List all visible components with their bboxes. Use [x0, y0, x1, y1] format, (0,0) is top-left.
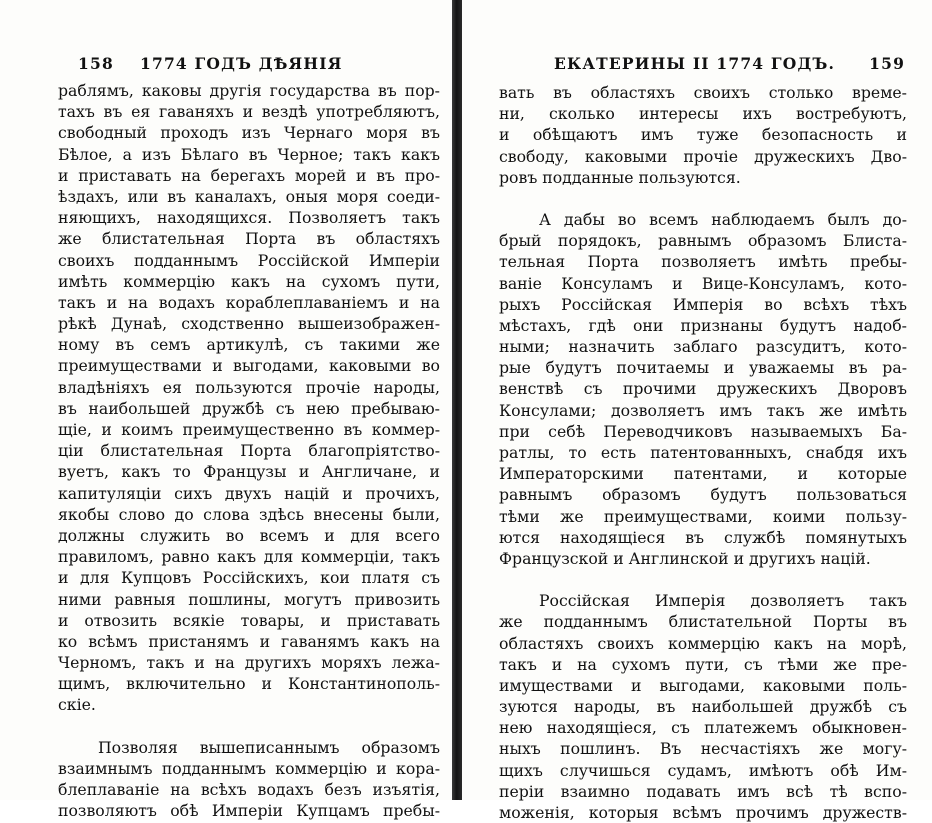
text-line: такъ и на водахъ кораблеплаваніемъ и на — [58, 292, 440, 312]
text-line: Бѣлое, а изъ Бѣлаго въ Черное; такъ какъ — [58, 144, 440, 164]
right-page-number: 159 — [869, 54, 906, 73]
paragraph-gap — [499, 569, 907, 590]
text-line: брый порядокъ, равнымъ образомъ Блиста- — [499, 231, 907, 251]
text-line: тѣми же преимуществами, коими пользу- — [499, 506, 907, 526]
text-line: и отвозить всякіе товары, и приставать — [58, 610, 440, 630]
text-line: ратлы, то есть патентованныхъ, снабдя ихъ — [499, 443, 907, 462]
text-line: Черномъ, такъ и на другихъ моряхъ лежа- — [58, 653, 440, 673]
text-line: равнымъ образомъ будутъ пользоваться — [499, 485, 907, 505]
text-line: щіе, и коимъ преимущественно въ коммер- — [58, 420, 440, 439]
text-line: ныхъ пошлинъ. Въ несчастіяхъ же могу- — [499, 739, 907, 759]
text-line: раблямъ, каковы другія государства въ пор- — [58, 81, 440, 100]
paragraph-gap — [58, 716, 440, 737]
text-line: Россійская Имперія дозволяетъ такъ — [539, 591, 907, 611]
text-line: владѣніяхъ ея пользуются прочіе народы, — [58, 377, 440, 397]
text-line: мѣстахъ, гдѣ они признаны будутъ надоб- — [499, 315, 907, 335]
text-line: няющихъ, находящихся. Позволяетъ такъ — [58, 208, 440, 228]
text-line: свободу, каковыми прочіе дружескихъ Дво- — [499, 146, 907, 166]
text-line: ются находящіеся въ службѣ помянутыхъ — [499, 527, 907, 547]
text-line: моженія, которыя всѣмъ прочимъ дружеств- — [499, 803, 907, 822]
text-line: ними равныя пошлины, могутъ привозить — [58, 589, 440, 609]
text-line: ровъ подданные пользуются. — [499, 167, 741, 187]
text-line: Императорскими патентами, и которые — [499, 464, 907, 484]
paragraph-gap — [499, 188, 907, 209]
text-line: ному въ семъ артикулѣ, съ такими же — [58, 335, 440, 355]
text-line: рыхъ Россійская Имперія во всѣхъ тѣхъ — [499, 294, 907, 314]
left-page — [0, 0, 452, 821]
text-line: нею находящіеся, съ платежемъ обыкновен- — [499, 718, 907, 738]
text-line: венствѣ съ прочими дружескихъ Дворовъ — [499, 379, 907, 399]
text-line: вать въ областяхъ своихъ столько време- — [499, 83, 907, 102]
text-line: Позволяя вышеписаннымъ образомъ — [98, 737, 440, 757]
text-line: ціи блистательная Порта благопріятство- — [58, 441, 440, 461]
text-line: Консулами; дозволяетъ имъ такъ же имѣть — [499, 400, 907, 420]
text-line: ными; назначить заблаго разсудитъ, кото- — [499, 337, 907, 357]
text-line: преимуществами и выгодами, каковыми во — [58, 356, 440, 376]
book-gutter — [452, 0, 462, 800]
right-running-head: ЕКАТЕРИНЫ II 1774 ГОДЪ. — [554, 54, 836, 73]
text-line: ѣздахъ, или въ каналахъ, оныя моря соеди- — [58, 186, 440, 206]
text-line: такъ и на сухомъ пути, съ тѣми же пре- — [499, 654, 907, 674]
text-line: свободный проходъ изъ Чернаго моря въ — [58, 123, 440, 143]
text-line: скіе. — [58, 695, 96, 715]
text-line: ваніе Консуламъ и Вице-Консуламъ, кото- — [499, 273, 907, 293]
text-line: вуетъ, какъ то Французы и Англичане, и — [58, 462, 440, 482]
text-line: щимъ, включительно и Константинополь- — [58, 674, 440, 694]
text-line: ни, сколько интересы ихъ востребуютъ, — [499, 104, 907, 124]
text-line: и обѣщаютъ имъ туже безопасность и — [499, 125, 907, 145]
text-line: тельная Порта позволяетъ имѣть пребы- — [499, 252, 907, 272]
text-line: правиломъ, равно какъ для коммерціи, такъ — [58, 547, 440, 567]
text-line: въ наибольшей дружбѣ съ нею пребываю- — [58, 398, 440, 418]
text-line: Французской и Англинской и другихъ націй. — [499, 548, 871, 568]
text-line: щихъ случишься судамъ, имѣютъ обѣ Им- — [499, 760, 907, 780]
text-line: зуются народы, въ наибольшей дружбѣ съ — [499, 697, 907, 717]
text-line: областяхъ своихъ коммерцію какъ на морѣ, — [499, 633, 907, 653]
right-page-header — [554, 54, 905, 73]
text-line: взаимнымъ подданнымъ коммерцію и кора- — [58, 758, 440, 778]
text-line: якобы слово до слова здѣсь внесены были, — [58, 504, 440, 524]
text-line: имѣть коммерцію какъ на сухомъ пути, — [58, 271, 440, 291]
text-line: позволяютъ обѣ Имперіи Купцамъ пребы- — [58, 801, 440, 821]
text-line: рые будутъ почитаемы и уважаемы въ ра- — [499, 358, 907, 378]
text-line: при себѣ Переводчиковъ называемыхъ Ба- — [499, 421, 907, 441]
right-page — [462, 0, 932, 822]
text-line: ко всѣмъ пристанямъ и гаванямъ какъ на — [58, 631, 440, 651]
right-page-body — [499, 82, 907, 823]
text-line: своихъ подданнымъ Россійской Имперіи — [58, 250, 440, 270]
left-page-body — [58, 80, 440, 821]
text-line: имуществами и выгодами, каковыми поль- — [499, 675, 907, 695]
text-line: должны служить во всемъ и для всего — [58, 525, 440, 545]
text-line: же блистательная Порта въ областяхъ — [58, 229, 440, 249]
text-line: и для Купцовъ Россійскихъ, кои платя съ — [58, 568, 440, 588]
text-line: капитуляціи сихъ двухъ націй и прочихъ, — [58, 483, 440, 503]
left-page-number: 158 — [78, 54, 114, 73]
text-line: же подданнымъ блистательной Порты въ — [499, 612, 907, 632]
left-running-head: 1774 ГОДЪ ДѢЯНІЯ — [139, 54, 343, 73]
left-page-header — [78, 54, 343, 73]
text-line: блеплаваніе на всѣхъ водахъ безъ изъятія, — [58, 780, 440, 799]
text-line: и приставать на берегахъ морей и въ про- — [58, 165, 440, 185]
text-line: А дабы во всемъ наблюдаемъ былъ до- — [539, 209, 907, 229]
text-line: періи взаимно подавать имъ всѣ тѣ вспо- — [499, 781, 907, 801]
text-line: рѣкѣ Дунаѣ, сходственно вышеизображен- — [58, 314, 440, 334]
text-line: тахъ въ ея гаваняхъ и вездѣ употребляютъ, — [58, 102, 440, 122]
